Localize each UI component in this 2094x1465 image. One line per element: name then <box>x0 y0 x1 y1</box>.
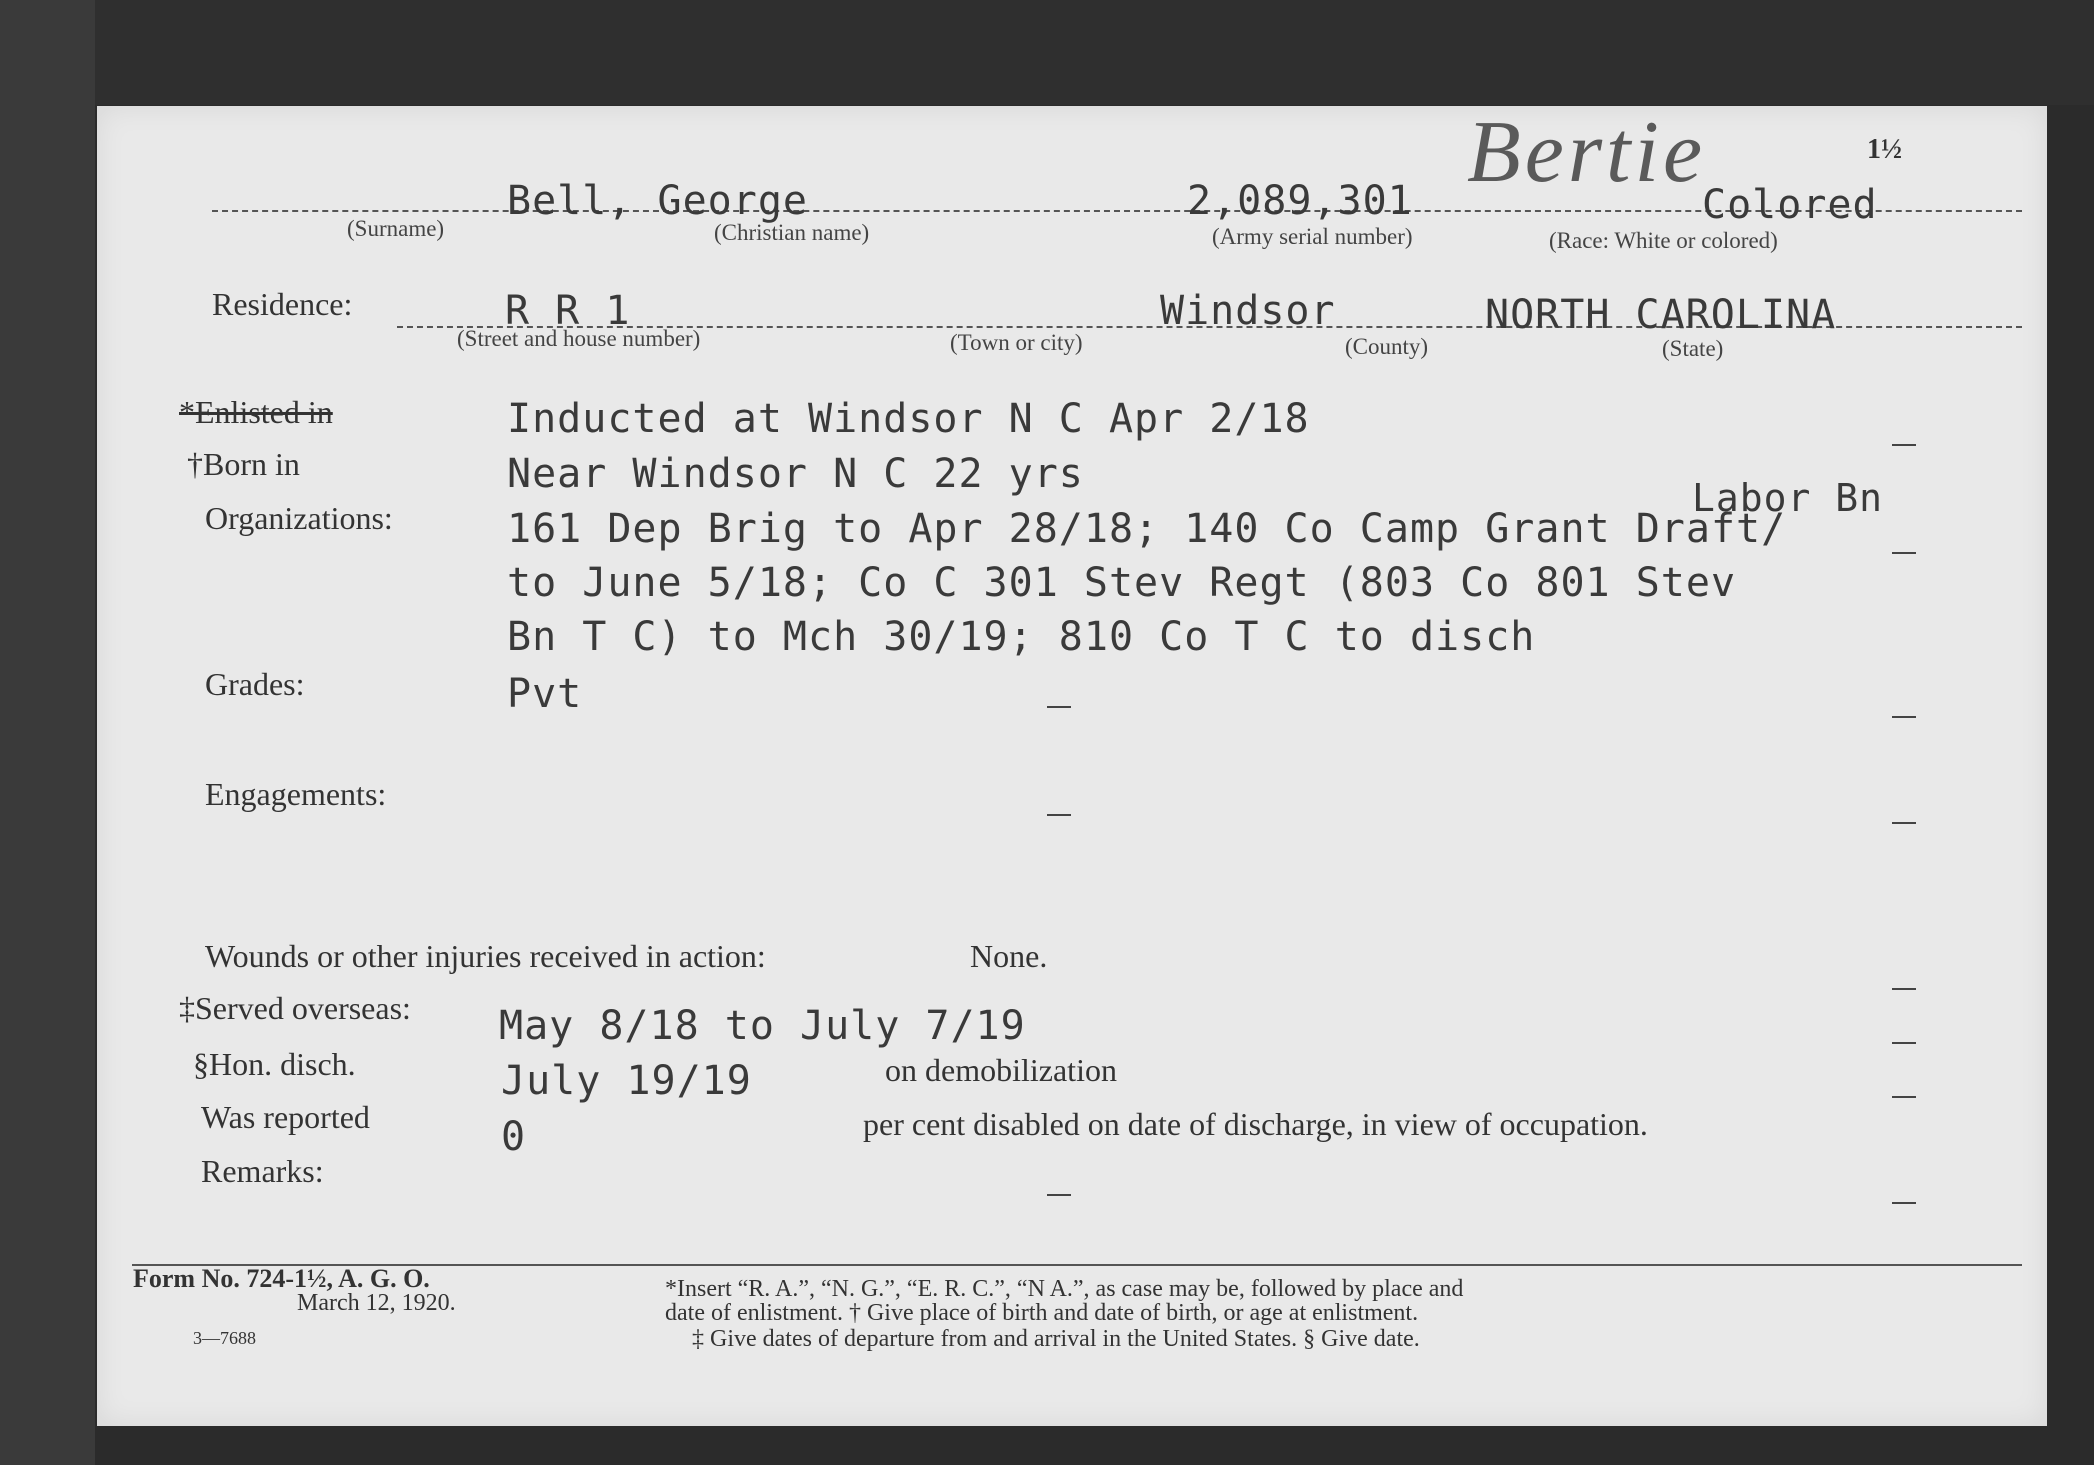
margin-tick <box>1047 706 1071 708</box>
handwritten-county: Bertie <box>1467 104 1707 201</box>
margin-tick <box>1047 814 1071 816</box>
print-code: 3—7688 <box>193 1328 256 1348</box>
enlisted-label: *Enlisted in <box>179 394 333 430</box>
engagements-label: Engagements: <box>205 776 387 812</box>
caption-county: (County) <box>1345 334 1429 359</box>
margin-tick <box>1892 988 1916 990</box>
margin-tick <box>1892 552 1916 554</box>
residence-street: R R 1 <box>505 288 631 334</box>
organization-line-3: Bn T C) to Mch 30/19; 810 Co T C to disch <box>507 614 1536 660</box>
margin-tick <box>1892 822 1916 824</box>
remarks-label: Remarks: <box>201 1153 324 1189</box>
discharge-note: on demobilization <box>885 1052 1117 1088</box>
footnote-line-2: date of enlistment. † Give place of birth and date of birth, or age at enlistment. <box>665 1300 1419 1326</box>
organizations-label: Organizations: <box>205 500 393 536</box>
form-number: Form No. 724-1½, A. G. O. <box>133 1264 430 1293</box>
caption-race: (Race: White or colored) <box>1549 228 1778 253</box>
organization-line-2: to June 5/18; Co C 301 Stev Regt (803 Co 801 Stev <box>507 560 1737 606</box>
disability-note: per cent disabled on date of discharge, in view of occupation. <box>863 1106 1648 1142</box>
wounds-value: None. <box>970 938 1048 974</box>
form-fraction: 1½ <box>1867 134 1902 165</box>
caption-street: (Street and house number) <box>457 326 701 351</box>
race-value: Colored <box>1702 182 1878 228</box>
service-record-card <box>97 106 2047 1426</box>
residence-state: NORTH CAROLINA <box>1485 292 1837 338</box>
wounds-label: Wounds or other injuries received in action: <box>205 938 766 974</box>
honorable-discharge-value: July 19/19 <box>501 1058 752 1104</box>
scanner-background-left <box>0 0 95 1465</box>
margin-tick <box>1892 1042 1916 1044</box>
organization-line-1: 161 Dep Brig to Apr 28/18; 140 Co Camp Grant Draft/ <box>507 506 1787 552</box>
residence-label: Residence: <box>212 286 353 322</box>
honorable-discharge-label: §Hon. disch. <box>193 1046 356 1082</box>
born-value: Near Windsor N C 22 yrs <box>507 451 1084 497</box>
grades-value: Pvt <box>507 671 583 717</box>
soldier-name: Bell, George <box>507 178 808 224</box>
born-label: †Born in <box>187 446 300 482</box>
caption-surname: (Surname) <box>347 216 445 241</box>
scanner-background-top <box>0 0 2094 105</box>
form-date: March 12, 1920. <box>297 1290 456 1316</box>
grades-label: Grades: <box>205 666 305 702</box>
enlisted-value: Inducted at Windsor N C Apr 2/18 <box>507 396 1310 442</box>
caption-serial: (Army serial number) <box>1212 224 1413 249</box>
army-serial-number: 2,089,301 <box>1187 178 1413 224</box>
served-overseas-label: ‡Served overseas: <box>179 990 411 1026</box>
caption-state: (State) <box>1662 336 1724 361</box>
caption-christian-name: (Christian name) <box>714 220 870 245</box>
margin-tick <box>1892 1202 1916 1204</box>
footnote-line-3: ‡ Give dates of departure from and arrival in the United States. § Give date. <box>692 1326 1420 1352</box>
served-overseas-value: May 8/18 to July 7/19 <box>499 1003 1026 1049</box>
margin-tick <box>1892 1096 1916 1098</box>
margin-tick <box>1892 444 1916 446</box>
margin-tick <box>1892 716 1916 718</box>
disability-percent: 0 <box>501 1114 527 1160</box>
residence-town: Windsor <box>1160 288 1336 334</box>
footnote-line-1: *Insert “R. A.”, “N. G.”, “E. R. C.”, “N A.”, as case may be, followed by place and <box>665 1276 1464 1302</box>
was-reported-label: Was reported <box>201 1099 370 1135</box>
caption-town: (Town or city) <box>950 330 1083 355</box>
margin-tick <box>1047 1194 1071 1196</box>
organization-note: Labor Bn <box>1692 476 1884 520</box>
